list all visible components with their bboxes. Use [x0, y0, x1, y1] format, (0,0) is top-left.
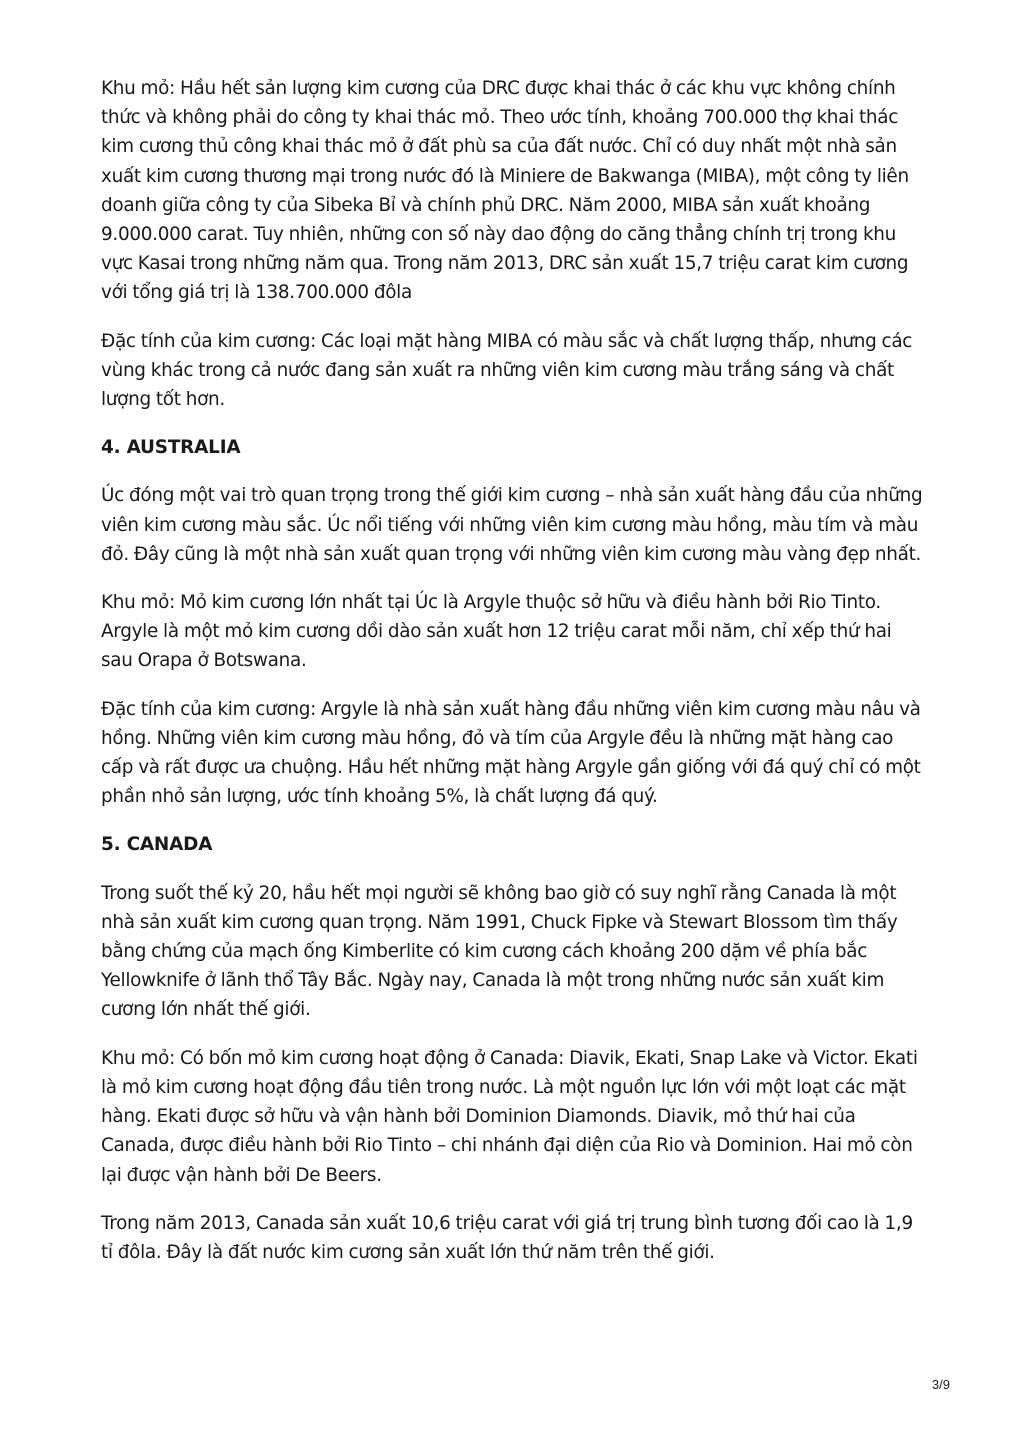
document-body — [101, 74, 927, 1286]
section-heading-canada: 5. CANADA — [101, 834, 213, 856]
paragraph-canada-production: Trong năm 2013, Canada sản xuất 10,6 triệu carat với giá trị trung bình tương đối cao là 1,9 tỉ đôla. Đây là đất nước kim cương sản xuất lớn thứ năm trên thế giới. — [101, 1212, 913, 1263]
section-heading-australia: 4. AUSTRALIA — [101, 437, 241, 459]
paragraph-drc-diamond-characteristics: Đặc tính của kim cương: Các loại mặt hàng MIBA có màu sắc và chất lượng thấp, nhưng các vùng khác trong cả nước đang sản xuất ra những viên kim cương màu trắng sáng và chất lượng tốt hơn. — [101, 330, 913, 411]
paragraph-canada-mines: Khu mỏ: Có bốn mỏ kim cương hoạt động ở Canada: Diavik, Ekati, Snap Lake và Victor. Ekati là mỏ kim cương hoạt động đầu tiên trong nước. Là một nguồn lực lớn với một loạt các mặt hàng. Ekati được sở hữu và vận hành bởi Dominion Diamonds. Diavik, mỏ thứ hai của Canada, được điều hành bởi Rio Tinto – chi nhánh đại diện của Rio và Dominion. Hai mỏ còn lại được vận hành bởi De Beers. — [101, 1047, 918, 1186]
paragraph-australia-intro: Úc đóng một vai trò quan trọng trong thế giới kim cương – nhà sản xuất hàng đầu của những viên kim cương màu sắc. Úc nổi tiếng với những viên kim cương màu hồng, màu tím và màu đỏ. Đây cũng là một nhà sản xuất quan trọng với những viên kim cương màu vàng đẹp nhất. — [101, 485, 923, 565]
paragraph-canada-intro: Trong suốt thế kỷ 20, hầu hết mọi người sẽ không bao giờ có suy nghĩ rằng Canada là một nhà sản xuất kim cương quan trọng. Năm 1991, Chuck Fipke và Stewart Blossom tìm thấy bằng chứng của mạch ống Kimberlite có kim cương cách khoảng 200 dặm về phía bắc Yellowknife ở lãnh thổ Tây Bắc. Ngày nay, Canada là một trong những nước sản xuất kim cương lớn nhất thế giới. — [101, 882, 898, 1021]
paragraph-drc-mines: Khu mỏ: Hầu hết sản lượng kim cương của DRC được khai thác ở các khu vực không chính thức và không phải do công ty khai thác mỏ. Theo ước tính, khoảng 700.000 thợ khai thác kim cương thủ công khai thác mỏ ở đất phù sa của đất nước. Chỉ có duy nhất một nhà sản xuất kim cương thương mại trong nước đó là Miniere de Bakwanga (MIBA), một công ty liên doanh giữa công ty của Sibeka Bỉ và chính phủ DRC. Năm 2000, MIBA sản xuất khoảng 9.000.000 carat. Tuy nhiên, những con số này dao động do căng thẳng chính trị trong khu vực Kasai trong những năm qua. Trong năm 2013, DRC sản xuất 15,7 triệu carat kim cương với tổng giá trị là 138.700.000 đôla — [101, 78, 909, 304]
page-number: 3/9 — [931, 1377, 950, 1392]
paragraph-australia-diamond-characteristics: Đặc tính của kim cương: Argyle là nhà sản xuất hàng đầu những viên kim cương màu nâu và hồng. Những viên kim cương màu hồng, đỏ và tím của Argyle đều là những mặt hàng cao cấp và rất được ưa chuộng. Hầu hết những mặt hàng Argyle gần giống với đá quý chỉ có một phần nhỏ sản lượng, ước tính khoảng 5%, là chất lượng đá quý. — [101, 698, 921, 808]
paragraph-australia-mines: Khu mỏ: Mỏ kim cương lớn nhất tại Úc là Argyle thuộc sở hữu và điều hành bởi Rio Tinto. Argyle là một mỏ kim cương dồi dào sản xuất hơn 12 triệu carat mỗi năm, chỉ xếp thứ hai sau Orapa ở Botswana. — [101, 592, 892, 672]
